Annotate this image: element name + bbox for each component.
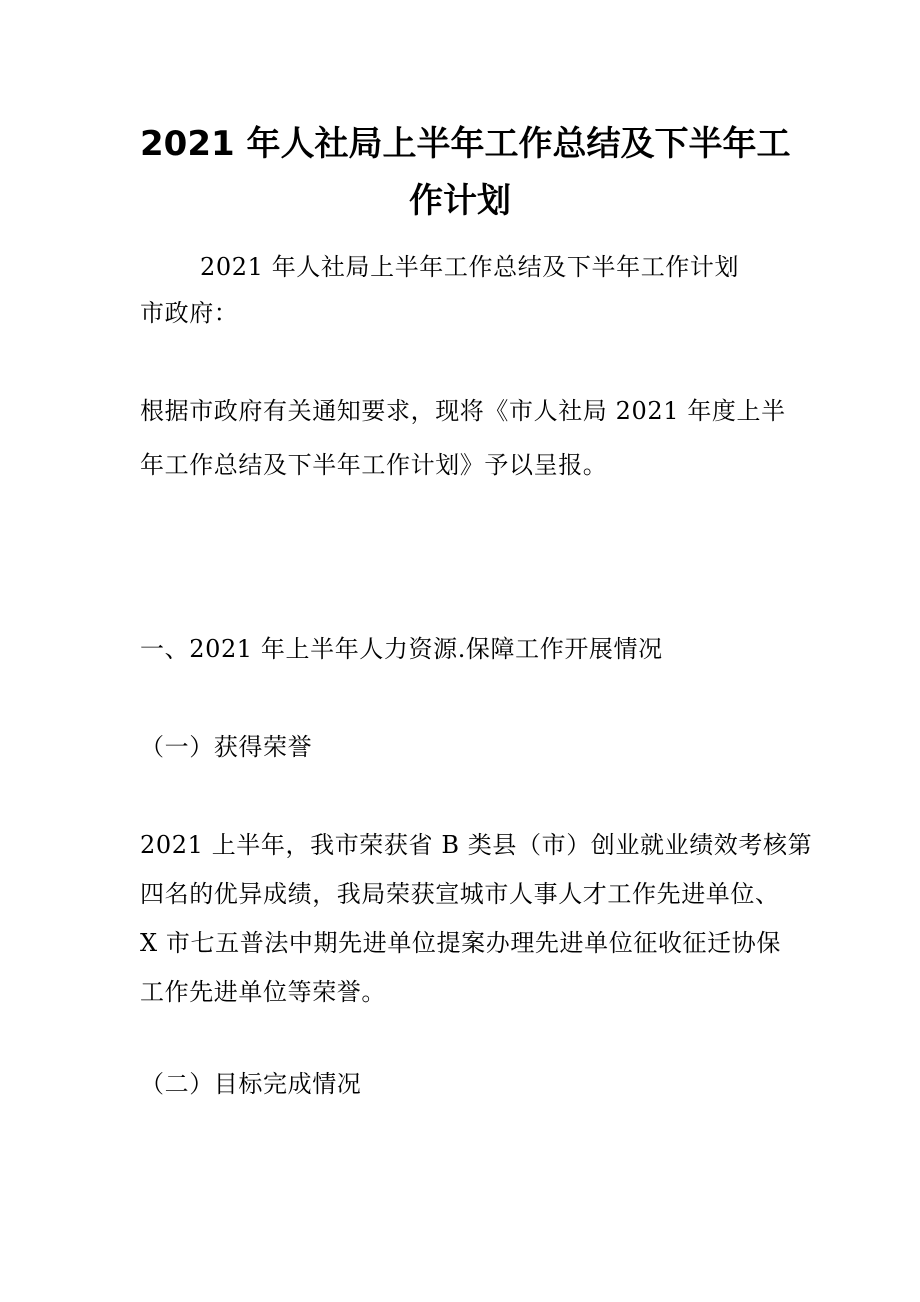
subsection-1-body-line-2: 四名的优异成绩，我局荣获宣城市人事人才工作先进单位、: [140, 880, 780, 908]
document-subtitle: 2021 年人社局上半年工作总结及下半年工作计划: [200, 253, 740, 281]
subsection-1-body-line-3: X 市七五普法中期先进单位提案办理先进单位征收征迁协保: [140, 929, 781, 957]
addressee: 市政府：: [140, 299, 239, 327]
intro-line-1: 根据市政府有关通知要求，现将《市人社局 2021 年度上半: [140, 397, 786, 425]
section-1-heading: 一、2021 年上半年人力资源.保障工作开展情况: [140, 635, 663, 663]
document-title-line-1: 2021 年人社局上半年工作总结及下半年工: [140, 124, 791, 164]
subsection-2-heading: （二）目标完成情况: [140, 1070, 362, 1098]
subsection-1-body-line-1: 2021 上半年，我市荣获省 B 类县（市）创业就业绩效考核第: [140, 831, 813, 859]
subsection-1-body-line-4: 工作先进单位等荣誉。: [140, 978, 386, 1006]
intro-line-2: 年工作总结及下半年工作计划》予以呈报。: [140, 451, 608, 479]
subsection-1-heading: （一）获得荣誉: [140, 733, 313, 761]
document-title-line-2: 作计划: [409, 181, 511, 221]
